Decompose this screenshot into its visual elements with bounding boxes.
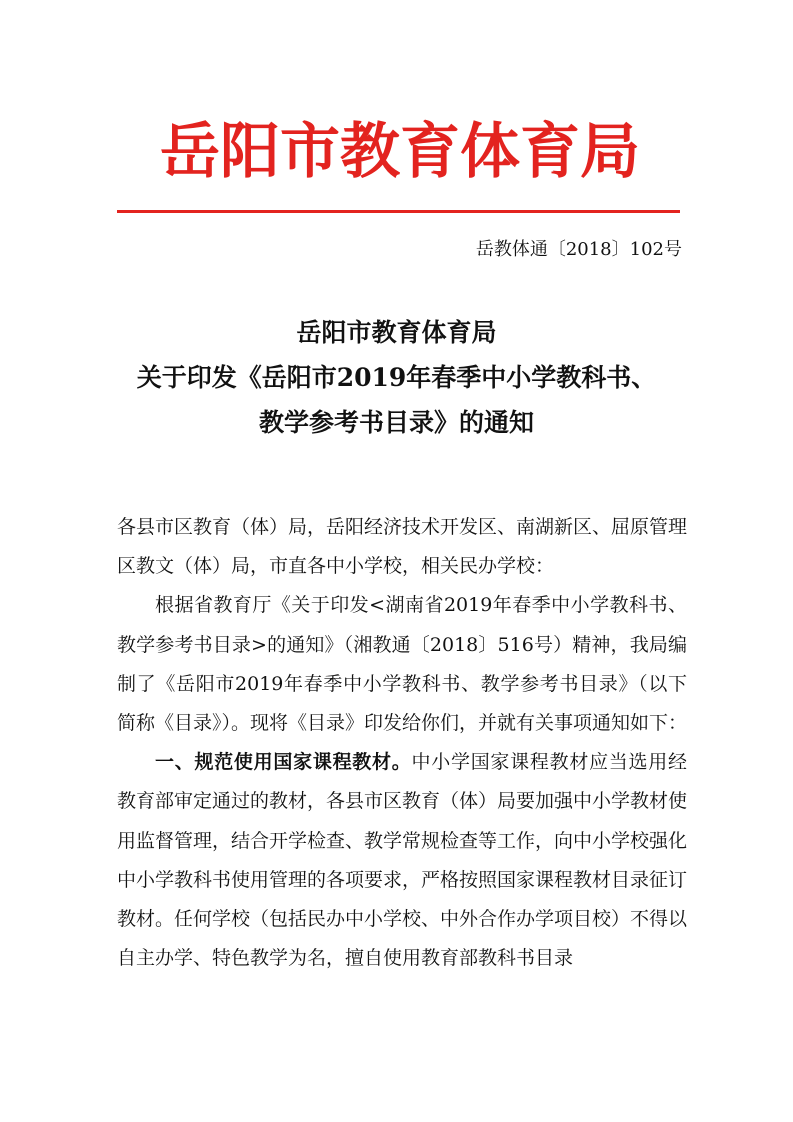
section-1-paragraph [117, 743, 687, 978]
title-line-1: 岳阳市教育体育局 [296, 318, 497, 347]
section-1-text: 中小学国家课程教材应当选用经教育部审定通过的教材，各县市区教育（体）局要加强中小学教材使用监督管理，结合开学检查、教学常规检查等工作，向中小学校强化中小学教科书使用管理的各项要求，严格按照国家课程教材目录征订教材。任何学校（包括民办中小学校、中外合作办学项目校）不得以自主办学、特色教学为名，擅自使用教育部教科书目录 [117, 751, 688, 970]
document-title [90, 310, 703, 445]
title-line-3: 教学参考书目录》的通知 [258, 408, 534, 437]
section-1-heading: 一、规范使用国家课程教材。 [155, 751, 412, 774]
addressee-paragraph: 各县市区教育（体）局，岳阳经济技术开发区、南湖新区、屈原管理区教文（体）局，市直各中小学校，相关民办学校： [117, 516, 688, 578]
document-body [117, 508, 687, 978]
document-number: 岳教体通〔2018〕102号 [475, 239, 682, 260]
issuing-authority-header: 岳阳市教育体育局 [160, 117, 640, 187]
intro-paragraph: 根据省教育厅《关于印发<湖南省2019年春季中小学教科书、教学参考书目录>的通知》（湘教通〔2018〕516号）精神，我局编制了《岳阳市2019年春季中小学教科书、教学参考书目录》（以下简称《目录》）。现将《目录》印发给你们，并就有关事项通知如下： [117, 594, 688, 735]
red-header-rule [117, 210, 680, 213]
title-line-2: 关于印发《岳阳市2019年春季中小学教科书、 [136, 363, 657, 392]
